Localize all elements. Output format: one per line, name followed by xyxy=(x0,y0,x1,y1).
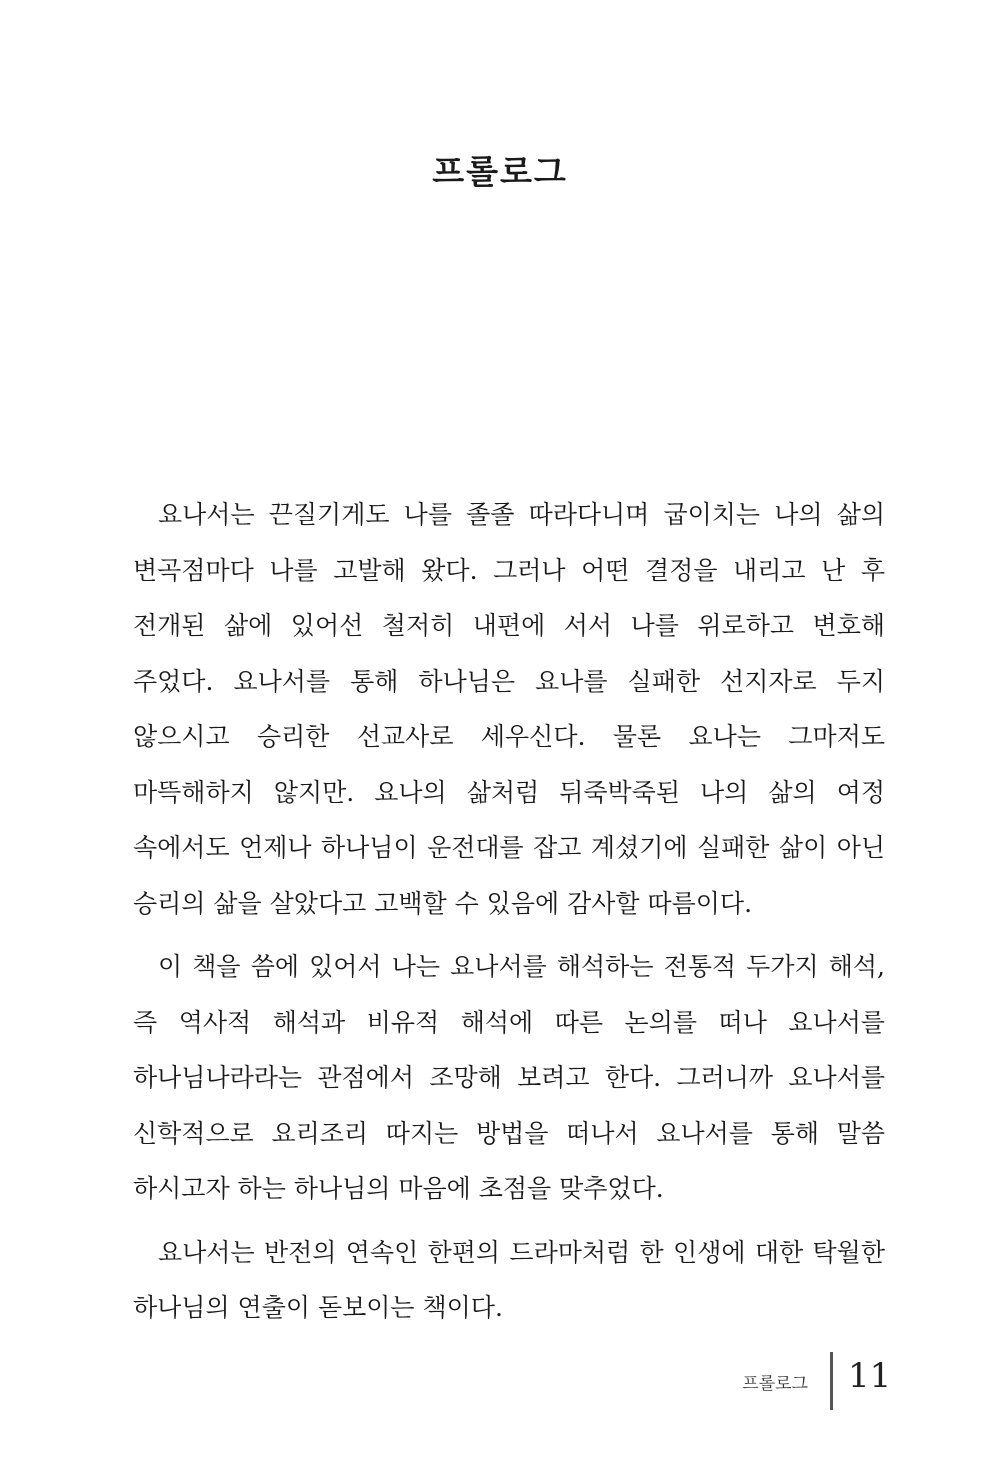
paragraph-1: 요나서는 끈질기게도 나를 졸졸 따라다니며 굽이치는 나의 삶의 변곡점마다 나를 고발해 왔다. 그러나 어떤 결정을 내리고 난 후 전개된 삶에 있어선 철저히 내편에 서서 나를 위로하고 변호해 주었다. 요나서를 통해 하나님은 요나를 실패한 선지자로 두지 않으시고 승리한 선교사로 세우신다. 물론 요나는 그마저도 마뜩해하지 않지만. 요나의 삶처럼 뒤죽박죽된 나의 삶의 여정 속에서도 언제나 하나님이 운전대를 잡고 계셨기에 실패한 삶이 아닌 승리의 삶을 살았다고 고백할 수 있음에 감사할 따름이다. xyxy=(133,500,885,918)
paragraph-3: 요나서는 반전의 연속인 한편의 드라마처럼 한 인생에 대한 탁월한 하나님의 연출이 돋보이는 책이다. xyxy=(133,1237,885,1322)
footer-divider xyxy=(830,1352,833,1410)
chapter-title: 프롤로그 xyxy=(432,152,568,191)
paragraph-2: 이 책을 씀에 있어서 나는 요나서를 해석하는 전통적 두가지 해석, 즉 역사적 해석과 비유적 해석에 따른 논의를 떠나 요나서를 하나님나라라는 관점에서 조망해 보려고 한다. 그러니까 요나서를 신학적으로 요리조리 따지는 방법을 떠나서 요나서를 통해 말씀 하시고자 하는 하나님의 마음에 초점을 맞추었다. xyxy=(133,952,885,1203)
page-footer xyxy=(720,1352,900,1412)
body-text xyxy=(133,487,885,1344)
page-number: 11 xyxy=(848,1356,892,1396)
running-title: 프롤로그 xyxy=(742,1374,808,1394)
